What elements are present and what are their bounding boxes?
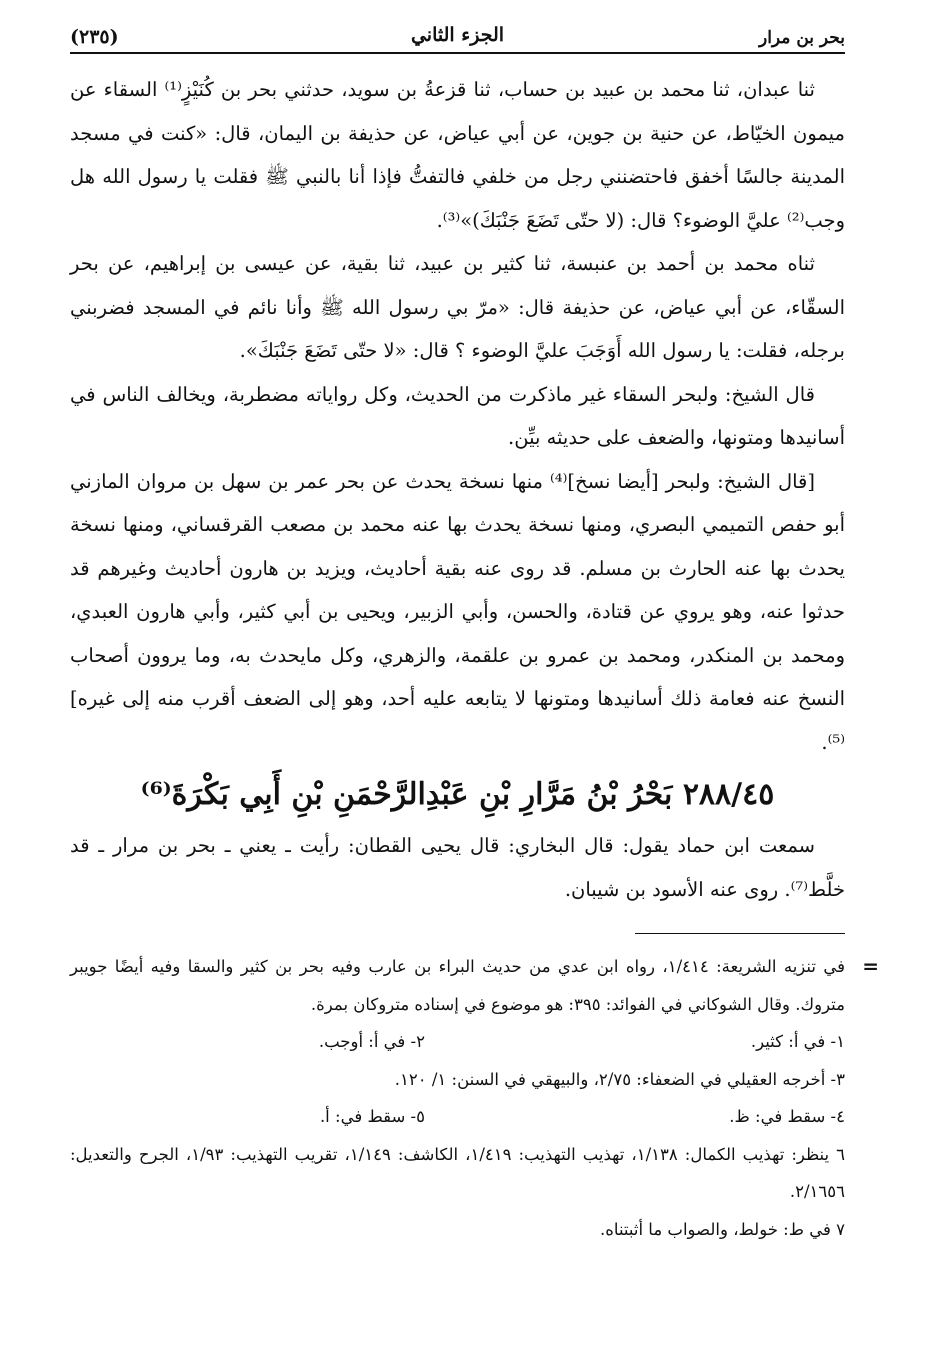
footnote-continuation: في تنزيه الشريعة: ١/٤١٤، رواه ابن عدي من حديث البراء بن عارب وفيه بحر بن كثير والسقا وفيه أيضًا جويبر متروك. وقال الشوكاني في الفوائد: ٣٩٥: هو موضوع في إسناده متروكان بمرة.: [70, 957, 846, 1014]
main-text: [70, 68, 845, 911]
footnote-7: ٧ في ط: خولط، والصواب ما أثبتناه.: [600, 1219, 845, 1239]
footnote-3: ٣- أخرجه العقيلي في الضعفاء: ٢/٧٥، والبيهقي في السنن: ١/ ١٢٠.: [394, 1069, 845, 1089]
header-entry-name: بحر بن مرار: [758, 28, 845, 48]
paragraph-hadith-1: ثنا عبدان، ثنا محمد بن عبيد بن حساب، ثنا قزعةُ بن سويد، حدثني بحر بن كُنَيْزٍ⁽¹⁾ السقاء عن ميمون الخيّاط، عن حنية بن جوين، عن أبي عياض، عن حذيفة بن اليمان، قال: «كنت في مسجد المدينة جالسًا أخفق فاحتضنني رجل من خلفي فالتفتُّ فإذا أنا بالنبي ﷺ فقلت يا رسول الله هل وجب⁽²⁾ عليَّ الوضوء؟ قال: (لا حتّى تَضَعَ جَنْبَكَ)»⁽³⁾.: [70, 78, 845, 232]
footnote-6: ٦ ينظر: تهذيب الكمال: ١/١٣٨، تهذيب التهذيب: ١/٤١٩، الكاشف: ١/١٤٩، تقريب التهذيب: ١/٩٣، الجرح والتعديل: ٢/١٦٥٦.: [70, 1144, 845, 1201]
paragraph-nusakh: [قال الشيخ: ولبحر [أيضا نسخ]⁽⁴⁾ منها نسخة يحدث عن بحر عمر بن سهل بن مروان المازني أبو حفص التميمي البصري، ومنها نسخة يحدث بها عنه محمد بن مصعب القرقساني، ومنها نسخة يحدث بها عنه الحارث بن مسلم. قد روى عنه بقية أحاديث، ويزيد بن هارون أحاديث وغيرهم قد حدثوا عنه، وهو يروي عن قتادة، والحسن، وأبي الزبير، ويحيى بن أبي كثير، وأبي هارون العبدي، ومحمد بن المنكدر، ومحمد بن عمرو بن علقمة، والزهري، وكل مايحدث به، وما يروون أصحاب النسخ عنه فعامة ذلك أسانيدها ومتونها لا يتابعه عليه أحد، وهو إلى الضعف أقرب منه إلى غيره]⁽⁵⁾.: [70, 469, 845, 754]
running-header: [70, 18, 845, 54]
header-volume-title: الجزء الثاني: [410, 24, 505, 46]
paragraph-entry-text: سمعت ابن حماد يقول: قال البخاري: قال يحيى القطان: رأيت ـ يعني ـ بحر بن مرار ـ قد خلَّط⁽⁷⁾. روى عنه الأسود بن شيبان.: [70, 834, 845, 901]
continuation-mark: =: [862, 954, 879, 978]
footnote-5: ٥- سقط في: أ.: [319, 1107, 425, 1126]
paragraph-sheikh-comment: قال الشيخ: ولبحر السقاء غير ماذكرت من الحديث، وكل رواياته مضطربة، ويخالف الناس في أسانيدها ومتونها، والضعف على حديثه بيِّن.: [70, 382, 845, 449]
footnote-row-1-2: [70, 1023, 845, 1061]
footnote-4: ٤- سقط في: ظ.: [729, 1107, 845, 1126]
paragraph-hadith-2: ثناه محمد بن أحمد بن عنبسة، ثنا كثير بن عبيد، ثنا بقية، عن عيسى بن إبراهيم، عن بحر السقّاء، عن أبي عياض، عن حذيفة قال: «مرّ بي رسول الله ﷺ وأنا نائم في المسجد فضربني برجله، فقلت: يا رسول الله أَوَجَبَ عليَّ الوضوء ؟ قال: «لا حتّى تَضَعَ جَنْبَكَ».: [70, 252, 845, 362]
footnotes: [70, 948, 879, 1248]
book-page: [70, 18, 879, 1338]
header-page-number: (٢٣٥): [70, 26, 119, 48]
footnote-separator: [635, 933, 845, 934]
footnote-1: ١- في أ: كثير.: [750, 1032, 845, 1051]
footnote-row-4-5: [70, 1098, 845, 1136]
footnote-2: ٢- في أ: أوجب.: [318, 1032, 425, 1051]
entry-heading: ٢٨٨/٤٥ بَحْرُ بْنُ مَرَّارِ بْنِ عَبْدِالرَّحْمَنِ بْنِ أَبِي بَكْرَةَ⁽⁶⁾: [140, 777, 775, 812]
